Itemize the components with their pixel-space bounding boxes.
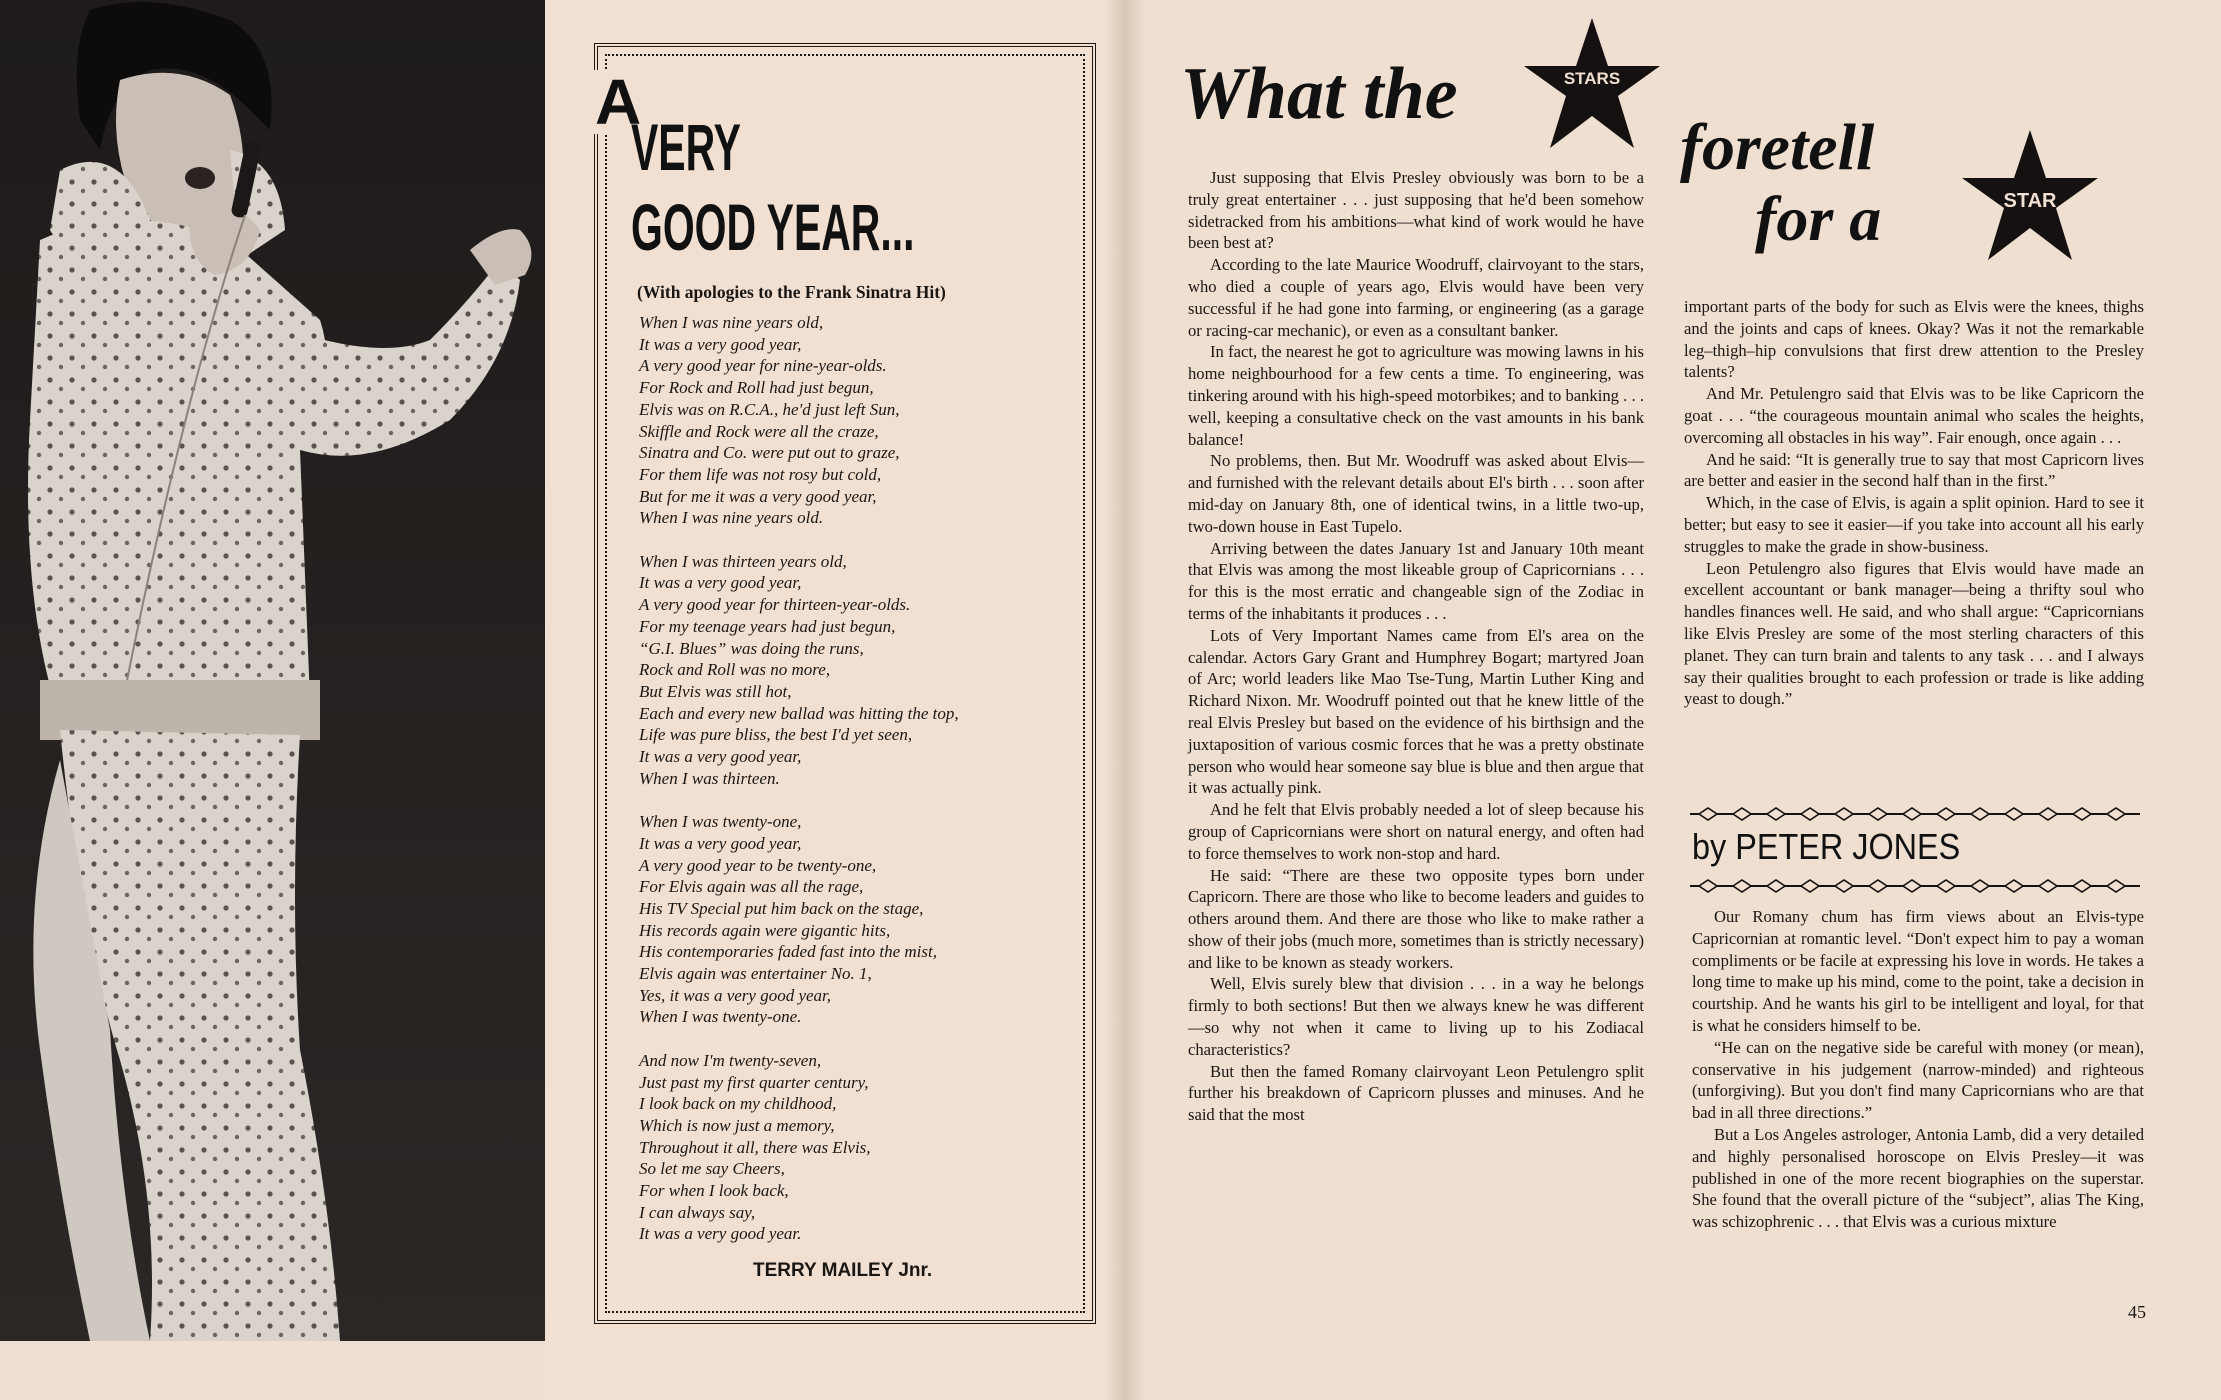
poem-line: His records again were gigantic hits, [639, 920, 891, 940]
poem-author: TERRY MAILEY Jnr. [753, 1260, 933, 1281]
diamond-ornament [1937, 808, 1955, 820]
article-column-1 [1188, 167, 1644, 1126]
poem-stanza [639, 312, 1079, 529]
article-paragraph: But then the famed Romany clairvoyant Leon Petulengro split further his breakdown of Capricorn plusses and minuses. And he said that the most [1188, 1061, 1644, 1125]
performer-photo [0, 0, 545, 1341]
diamond-rule-bottom [1690, 876, 2140, 896]
poem-line: And now I'm twenty-seven, [639, 1050, 822, 1070]
article-paragraph: He said: “There are these two opposite types born under Capricorn. There are those who like to become leaders and guides to others around them. And there are those who like to make rather a show of their jobs (much more, sometimes than is strictly necessary) and like to be known as steady workers. [1188, 865, 1644, 972]
diamond-ornament [2005, 880, 2023, 892]
poem-title-line-1: VERY [631, 110, 741, 184]
article-heading-part-2: foretell [1680, 111, 1875, 184]
diamond-ornament [2039, 808, 2057, 820]
poem-line: When I was nine years old, [639, 313, 824, 332]
article-paragraph: No problems, then. But Mr. Woodruff was asked about Elvis—and furnished with the relevant details about El's birth . . . soon after mid-day on January 8th, one of identical twins, in a little two-up, two-down house in East Tupelo. [1188, 451, 1644, 536]
article-paragraph: Our Romany chum has firm views about an Elvis-type Capricornian at romantic level. “Don't expect him to pay a woman compliments or be facile at expressing his love in words. He takes a long time to make up his mind, come to the point, take a decision in courtship. And he wants his girl to be intelligent and loyal, for that is what he considers himself to be. [1692, 907, 2144, 1035]
poem-line: So let me say Cheers, [639, 1159, 785, 1179]
poem-line: His TV Special put him back on the stage, [639, 898, 924, 918]
article-paragraph: Arriving between the dates January 1st and January 10th meant that Elvis was among the most likeable group of Capricornians . . . for this is the most erratic and changeable sign of the Zodiac in terms of the inhabitants it produces . . . [1188, 538, 1644, 623]
diamond-ornament [1733, 880, 1751, 892]
poem-line: When I was twenty-one, [639, 812, 802, 832]
poem-line: It was a very good year. [639, 1224, 802, 1244]
poem-line: Yes, it was a very good year, [639, 985, 832, 1005]
poem-line: For when I look back, [639, 1181, 789, 1201]
poem-page [545, 0, 1115, 1400]
diamond-ornament [1869, 808, 1887, 820]
article-heading-part-1: What the [1180, 53, 1458, 135]
poem-line: Just past my first quarter century, [639, 1072, 869, 1092]
poem-line: When I was nine years old. [639, 508, 824, 528]
article-paragraph: “He can on the negative side be careful with money (or mean), conservative in his judgement (narrow-minded) and righteous (unforgiving). But you don't find many Capricornians who are that bad in all three directions.” [1692, 1037, 2144, 1123]
star-label-stars: STARS [1563, 69, 1621, 88]
poem-line: For them life was not rosy but cold, [639, 464, 882, 484]
poem-line: His contemporaries faded fast into the mist, [639, 942, 937, 962]
diamond-ornament [1903, 880, 1921, 892]
article-column-2-bottom [1692, 906, 2144, 1233]
diamond-ornament [1733, 808, 1751, 820]
star-icon-stars [1522, 16, 1662, 156]
poem-line: Rock and Roll was no more, [639, 660, 831, 680]
article-paragraph: And Mr. Petulengro said that Elvis was to be like Capricorn the goat . . . “the courageous mountain animal who scales the heights, overcoming all obstacles in his way”. Fair enough, once again . . . [1684, 384, 2144, 447]
poem-line: Life was pure bliss, the best I'd yet seen, [639, 725, 913, 745]
poem-line: For my teenage years had just begun, [639, 616, 896, 636]
poem-stanza [639, 551, 1079, 790]
star-label-star: STAR [2003, 190, 2057, 212]
article-paragraph: And he felt that Elvis probably needed a lot of sleep because his group of Capricornians were short on natural energy, and often had to force themselves to work non-stop and hard. [1188, 800, 1644, 863]
poem-title-line-2: GOOD YEAR... [631, 190, 915, 264]
poem-line: It was a very good year, [639, 573, 802, 593]
poem-line: But for me it was a very good year, [639, 486, 877, 506]
article-paragraph: And he said: “It is generally true to say that most Capricorn lives are better and easier in the second half than in the first.” [1684, 449, 2144, 491]
poem-line: For Elvis again was all the rage, [639, 877, 864, 897]
poem-stanza [639, 811, 1079, 1028]
article-paragraph: According to the late Maurice Woodruff, clairvoyant to the stars, who died a couple of years ago, Elvis would have been very successful if he had gone into farming, or engineering (as a garage or racing-car mechanic), or even as a consultant banker. [1188, 255, 1644, 340]
article-paragraph: But a Los Angeles astrologer, Antonia Lamb, did a very detailed and highly personalised horoscope on Elvis Presley—it was published in one of the more recent biographies on the superstar. She found that the overall picture of the “subject”, alias The King, was schizophrenic . . . that Elvis was a curious mixture [1692, 1124, 2144, 1232]
poem-line: It was a very good year, [639, 334, 802, 354]
poem-line: When I was twenty-one. [639, 1007, 802, 1027]
diamond-ornament [1971, 880, 1989, 892]
diamond-ornament [1971, 808, 1989, 820]
diamond-ornament [2005, 808, 2023, 820]
poem-line: Which is now just a memory, [639, 1115, 835, 1135]
diamond-ornament [1835, 808, 1853, 820]
diamond-ornament [1801, 808, 1819, 820]
star-icon-star [1955, 128, 2105, 268]
performer-photo-illustration [0, 0, 545, 1341]
diamond-ornament [1767, 808, 1785, 820]
poem-line: Elvis again was entertainer No. 1, [639, 964, 872, 984]
poem-line: It was a very good year, [639, 833, 802, 853]
diamond-ornament [2073, 880, 2091, 892]
poem-line: When I was thirteen. [639, 768, 780, 788]
article-paragraph: Leon Petulengro also figures that Elvis would have made an excellent accountant or bank manager—being a thrifty soul who handles finances well. He said, and who shall argue: “Capricornians like Elvis Presley are some of the most sterling characters of this planet. They can turn brain and talents to any task . . . and I always say their qualities brought to each profession or trade is like adding yeast to dough.” [1684, 558, 2144, 709]
diamond-ornament [1835, 880, 1853, 892]
poem-line: A very good year to be twenty-one, [639, 855, 877, 875]
article-byline: by PETER JONES [1692, 826, 1961, 867]
article-paragraph: important parts of the body for such as Elvis were the knees, thighs and the joints and caps of knees. Okay? Was it not the remarkable leg–thigh–hip convulsions that first drew attention to the Presley talents? [1684, 297, 2144, 382]
diamond-ornament [2107, 880, 2125, 892]
poem-line: I can always say, [639, 1202, 756, 1222]
article-column-2-top [1684, 296, 2144, 710]
poem-line: Elvis was on R.C.A., he'd just left Sun, [639, 399, 900, 419]
poem-title-initial: A [591, 70, 645, 134]
poem-body [639, 312, 1079, 1267]
poem-line: When I was thirteen years old, [639, 551, 847, 571]
poem-line: A very good year for nine-year-olds. [639, 356, 887, 376]
diamond-ornament [1937, 880, 1955, 892]
diamond-rule-top [1690, 804, 2140, 824]
poem-line: A very good year for thirteen-year-olds. [639, 595, 911, 615]
diamond-ornament [1699, 880, 1717, 892]
poem-line: Throughout it all, there was Elvis, [639, 1137, 871, 1157]
page-number: 45 [2128, 1302, 2146, 1322]
poem-line: Each and every new ballad was hitting the top, [639, 703, 959, 723]
page-gutter [1105, 0, 1145, 1400]
diamond-ornament [1699, 808, 1717, 820]
poem-line: It was a very good year, [639, 747, 802, 767]
diamond-ornament [1767, 880, 1785, 892]
diamond-ornament [1869, 880, 1887, 892]
diamond-ornament [2073, 808, 2091, 820]
poem-subtitle: (With apologies to the Frank Sinatra Hit) [637, 282, 946, 302]
poem-stanza [639, 1050, 1079, 1245]
article-paragraph: Lots of Very Important Names came from El's area on the calendar. Actors Gary Grant and Humphrey Bogart; martyred Joan of Arc; world leaders like Mao Tse-Tung, Martin Luther King and Richard Nixon. Mr. Woodruff pointed out that he knew little of the real Elvis Presley but based on the evidence of his birthsign and the juxtaposition of various cosmic forces that he was a pretty obstinate person who would hear someone say blue is blue and then argue that it was actually pink. [1188, 625, 1644, 798]
diamond-ornament [1903, 808, 1921, 820]
poem-line: For Rock and Roll had just begun, [639, 378, 874, 398]
poem-line: I look back on my childhood, [639, 1094, 837, 1114]
article-paragraph: Which, in the case of Elvis, is again a split opinion. Hard to see it better; but easy to see it easier—if you take into account all his early struggles to make the grade in show-business. [1684, 493, 2144, 556]
diamond-ornament [2039, 880, 2057, 892]
diamond-ornament [1801, 880, 1819, 892]
article-heading-part-3: for a [1755, 183, 1882, 254]
article-paragraph: Well, Elvis surely blew that division . . . in a way he belongs firmly to both sections! But then we always knew he was different—so why not when it came to living up to his Zodiacal characteristics? [1188, 974, 1644, 1059]
article-paragraph: Just supposing that Elvis Presley obviously was born to be a truly great entertainer . . . just supposing that he'd been somehow sidetracked from his ambitions—what kind of work would he have been best at? [1188, 168, 1644, 253]
poem-line: Skiffle and Rock were all the craze, [639, 421, 879, 441]
poem-line: But Elvis was still hot, [639, 681, 792, 701]
poem-line: Sinatra and Co. were put out to graze, [639, 443, 900, 463]
diamond-ornament [2107, 808, 2125, 820]
poem-line: “G.I. Blues” was doing the runs, [639, 638, 864, 658]
article-paragraph: In fact, the nearest he got to agriculture was mowing lawns in his home neighbourhood for a few cents a time. To engineering, was tinkering around with his high-speed motorbikes; and to banking . . . well, keeping a consultative check on the vast amounts in his bank balance! [1188, 342, 1644, 449]
